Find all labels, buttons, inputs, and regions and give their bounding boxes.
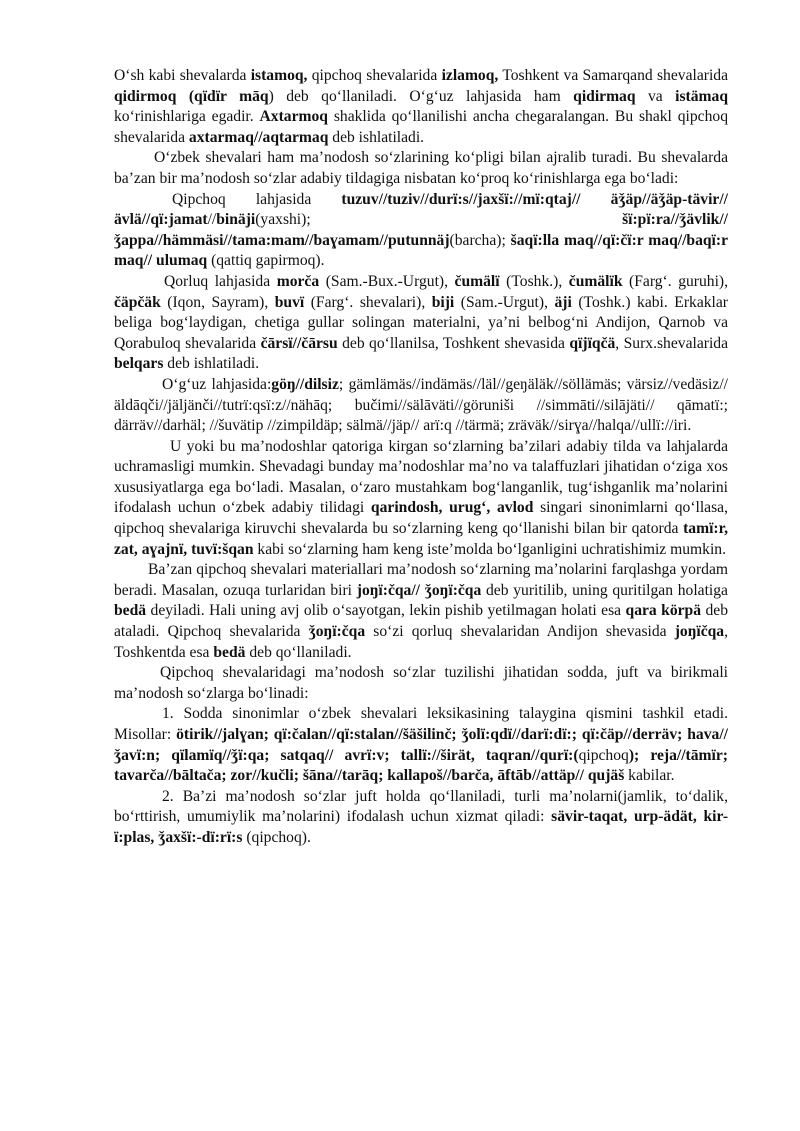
bold-term: buvï [274, 293, 305, 311]
text-run: qipchoq shevalarida [307, 67, 442, 84]
bold-term: čäpčäk [114, 293, 161, 311]
bold-term: äji [554, 293, 572, 311]
text-run: (yaxshi); [255, 211, 623, 229]
bold-term: morča [276, 272, 320, 290]
paragraph [114, 190, 728, 272]
text-run: so‘zi qorluq shevalaridan Andijon shevasida [365, 623, 675, 641]
paragraph [114, 375, 728, 437]
text-run: O‘g‘uz lahjasida: [162, 375, 272, 393]
paragraph [114, 437, 728, 561]
bold-term: tuzuv//tuziv//durï:s//jaxšï://mï:qtaj// äǯäp//äǯäp-tävir//ävlä//qï:jamat [114, 190, 728, 229]
bold-term: šï:pï:ra//ǯävlik//ǯappa//hämmäsi//tama:mam//baɣamam//putunnäj [114, 211, 728, 249]
text-run: deb qo‘llanilsa, Toshkent shevasida [337, 334, 570, 352]
bold-term: qara körpä [625, 602, 702, 620]
text-run: , Surx.shevalarida [615, 334, 728, 352]
paragraph [114, 560, 728, 663]
bold-term: bedä [114, 602, 147, 620]
bold-term: čumälï [454, 272, 500, 290]
text-run: (Farg‘. guruhi), [622, 272, 728, 290]
bold-term: ǯoŋï:čqa [308, 623, 366, 641]
text-run: ko‘rinishlariga egadir. [114, 108, 260, 126]
text-run: deb qo‘llaniladi. [245, 643, 352, 661]
text-run: kabi so‘zlarning ham keng iste’molda bo‘lganligini uchratishimiz mumkin. [253, 540, 726, 558]
text-run: (barcha); [449, 231, 511, 249]
text-run: qipchoq [578, 746, 629, 764]
text-run: 1. Sodda sinonimlar o‘zbek shevalari leksikasining talaygina qismini tashkil etadi. Misollar: [114, 705, 728, 743]
text-run: Toshkent va Samarqand shevalarida [498, 67, 728, 84]
text-run: O‘sh kabi shevalarda [114, 67, 251, 84]
text-run: (Iqon, Sayram), [160, 293, 275, 311]
text-run: U yoki bu ma’nodoshlar qatoriga kirgan so‘zlarning ba’zilari adabiy tilda va lahjalarda uchramasligi mumkin. Shevadagi bunday ma’nodoshlar ma’no va talaffuzlari jihatidan o‘ziga xos xususiyatlarga ega bo‘ladi. Masalan, o‘zaro mustahkam bog‘langanlik, tug‘ishganlik ma’nolarini ifodalash uchun o‘zbek adabiy tilidagi [114, 437, 728, 517]
bold-term: biji [431, 293, 455, 311]
text-run: Ba’zan qipchoq shevalari materiallari ma’nodosh so‘zlarning ma’nolarini farqlashga yordam beradi. Masalan, ozuqa turlaridan biri [114, 561, 728, 599]
text-run: , Toshkentda esa [114, 623, 728, 661]
bold-term: qarindosh, urug‘, avlod [370, 499, 534, 517]
text-run: Qorluq lahjasida [164, 272, 277, 290]
bold-term: ); reja//tāmïr; tavarča//bāltača; zor//kučli; šāna//tarāq; kallapoš//barča, āftāb//attäp// qujäš [114, 746, 728, 785]
bold-term: ötirik//jalɣan; qï:čalan//qï:stalan//šäšilinč; ǯolï:qdï//darï:dï:; qï:čäp//derräv; hava//ǯavï:n; qïlamïq//ǯï:qa; satqaq// avrï:v; tallï://širät, taqran//qurï:( [114, 726, 728, 764]
text-run: kabilar. [624, 767, 675, 785]
bold-term: čumälïk [568, 272, 623, 290]
bold-term: čārsï//čārsu [260, 334, 338, 352]
text-run: (Toshk.) kabi. Erkaklar beliga bog‘laydigan, chetiga gullar solingan materialni, ya’ni belbog‘ni Andijon, Qarnob va Qorabuloq shevalarida [114, 293, 728, 352]
text-run: Qipchoq shevalaridagi ma’nodosh so‘zlar tuzilishi jihatidan sodda, juft va birikmali ma’nodosh so‘zlarga bo‘linadi: [114, 664, 728, 702]
bold-term: izlamoq, [441, 67, 499, 84]
text-run: singari sinonimlarni qo‘llasa, qipchoq shevalariga kiruvchi shevalarda bu so‘zlarning keng qo‘llanishi bilan bir qatorda [114, 499, 728, 538]
bold-term: axtarmaq//aqtarmaq [188, 128, 329, 146]
text-run: Qipchoq lahjasida [172, 190, 342, 208]
paragraph [114, 148, 728, 189]
text-run: deb ishlatiladi. [328, 128, 425, 146]
bold-term: joŋï:čqa// ǯoŋï:čqa [356, 581, 482, 599]
text-run: deb ataladi. Qipchoq shevalarida [114, 602, 728, 641]
text-run: // [207, 211, 217, 229]
paragraph [114, 272, 728, 375]
bold-term: šaqï:lla maq//qï:čï:r maq//baqï:r maq// ulumaq [114, 231, 728, 270]
bold-term: göŋ//dilsiz [271, 375, 339, 393]
text-run: deb yuritilib, uning quritilgan holatiga [481, 581, 728, 599]
bold-term: qïjïqčä [569, 334, 616, 352]
text-run: 2. Ba’zi ma’nodosh so‘zlar juft holda qo‘llaniladi, turli ma’nolarni(jamlik, to‘dalik, bo‘rttirish, umumiylik ma’nolarini) ifodalash uchun xizmat qiladi: [114, 787, 728, 826]
bold-term: belqars [114, 355, 164, 373]
paragraph [114, 704, 728, 786]
text-run: (qattiq gapirmoq). [207, 252, 325, 270]
text-run: deyiladi. Hali uning avj olib o‘sayotgan, lekin pishib yetilmagan holati esa [146, 602, 626, 620]
text-run: (Farg‘. shevalari), [304, 293, 432, 311]
text-run: O‘zbek shevalari ham ma’nodosh so‘zlarining ko‘pligi bilan ajralib turadi. Bu shevalarda ba’zan bir ma’nodosh so‘zlar adabiy tildagiga nisbatan ko‘proq ko‘rinishlarga ega bo‘ladi: [114, 149, 728, 187]
text-run: va [635, 87, 676, 105]
text-run: (Sam.-Bux.-Urgut), [319, 272, 455, 290]
text-run: (qipchoq). [242, 828, 311, 846]
bold-term: sävir-taqat, urp-ädät, kir-ï:plas, ǯaxšï:-dï:rï:s [114, 808, 729, 846]
text-run: shaklida qo‘llanilishi ancha chegaralangan. Bu shakl qipchoq shevalarida [114, 108, 728, 146]
bold-term: qidirmaq [573, 87, 636, 105]
bold-term: bedä [213, 643, 246, 661]
paragraph [114, 787, 728, 849]
text-run: ) deb qo‘llaniladi. O‘g‘uz lahjasida ham [268, 87, 574, 105]
text-run: (Toshk.), [499, 272, 569, 290]
bold-term: qidirmoq (qïdïr māq [114, 87, 269, 105]
paragraph [114, 663, 728, 704]
text-run: (Sam.-Urgut), [454, 293, 555, 311]
bold-term: joŋïčqa [674, 623, 725, 641]
paragraph [114, 66, 728, 148]
bold-term: Axtarmoq [259, 108, 328, 126]
text-run: ; gämlämäs//indämäs//läl//geŋäläk//söllämäs; värsiz//vedäsiz//äldāqči//jäljänči//tutrï:qsï:z//nähāq; bučimi//sälāväti//göruniši //simmāti//silājäti// qāmatï:; därräv//darhäl; //šuvätip //zimpildäp; sälmä//jäp// arï:q //tärmä; zräväk//sirɣa//halqa//ullï://iri. [114, 375, 728, 435]
bold-term: binäji [216, 211, 256, 229]
bold-term: istamoq, [250, 67, 308, 84]
bold-term: tamï:r, zat, aɣajnï, tuvï:šqan [114, 520, 728, 558]
bold-term: istämaq [675, 87, 728, 105]
text-run: deb ishlatiladi. [163, 355, 260, 373]
